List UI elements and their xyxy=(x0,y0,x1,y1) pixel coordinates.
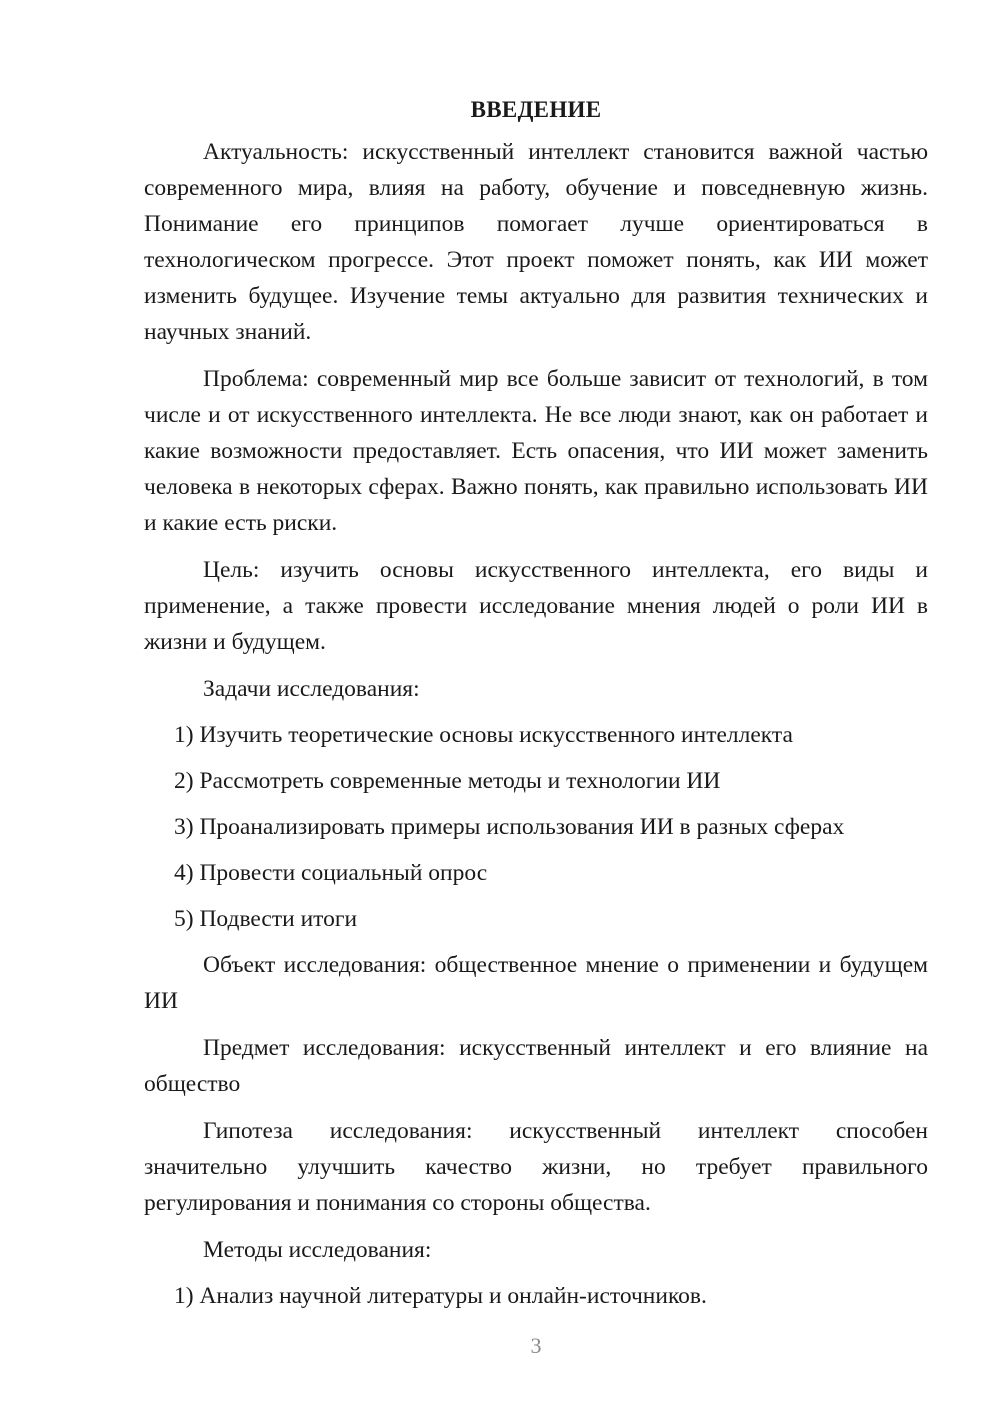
object-paragraph: Объект исследования: общественное мнение о применении и будущем ИИ xyxy=(144,952,928,1014)
method-item: 1) Анализ научной литературы и онлайн-источников. xyxy=(174,1283,707,1309)
problem-paragraph: Проблема: современный мир все больше зависит от технологий, в том числе и от искусственного интеллекта. Не все люди знают, как он работает и какие возможности предоставляет. Есть опасения, что ИИ может заменить человека в некоторых сферах. Важно понять, как правильно использовать ИИ и какие есть риски. xyxy=(144,366,928,536)
task-item: 4) Провести социальный опрос xyxy=(174,860,488,886)
task-item: 3) Проанализировать примеры использования ИИ в разных сферах xyxy=(174,814,845,840)
page-title: ВВЕДЕНИЕ xyxy=(470,97,602,122)
subject-paragraph: Предмет исследования: искусственный интеллект и его влияние на общество xyxy=(144,1035,928,1097)
task-item: 2) Рассмотреть современные методы и технологии ИИ xyxy=(174,768,721,794)
methods-heading: Методы исследования: xyxy=(203,1237,432,1263)
page-number: 3 xyxy=(530,1333,542,1358)
task-item: 5) Подвести итоги xyxy=(174,906,358,932)
hypothesis-paragraph: Гипотеза исследования: искусственный интеллект способен значительно улучшить качество жизни, но требует правильного регулирования и понимания со стороны общества. xyxy=(144,1118,928,1216)
goal-paragraph: Цель: изучить основы искусственного интеллекта, его виды и применение, а также провести исследование мнения людей о роли ИИ в жизни и будущем. xyxy=(144,557,928,655)
page-content xyxy=(144,92,928,1324)
relevance-paragraph: Актуальность: искусственный интеллект становится важной частью современного мира, влияя на работу, обучение и повседневную жизнь. Понимание его принципов помогает лучше ориентироваться в технологическом прогрессе. Этот проект поможет понять, как ИИ может изменить будущее. Изучение темы актуально для развития технических и научных знаний. xyxy=(144,139,928,345)
tasks-heading: Задачи исследования: xyxy=(203,676,420,702)
task-item: 1) Изучить теоретические основы искусственного интеллекта xyxy=(174,722,793,748)
